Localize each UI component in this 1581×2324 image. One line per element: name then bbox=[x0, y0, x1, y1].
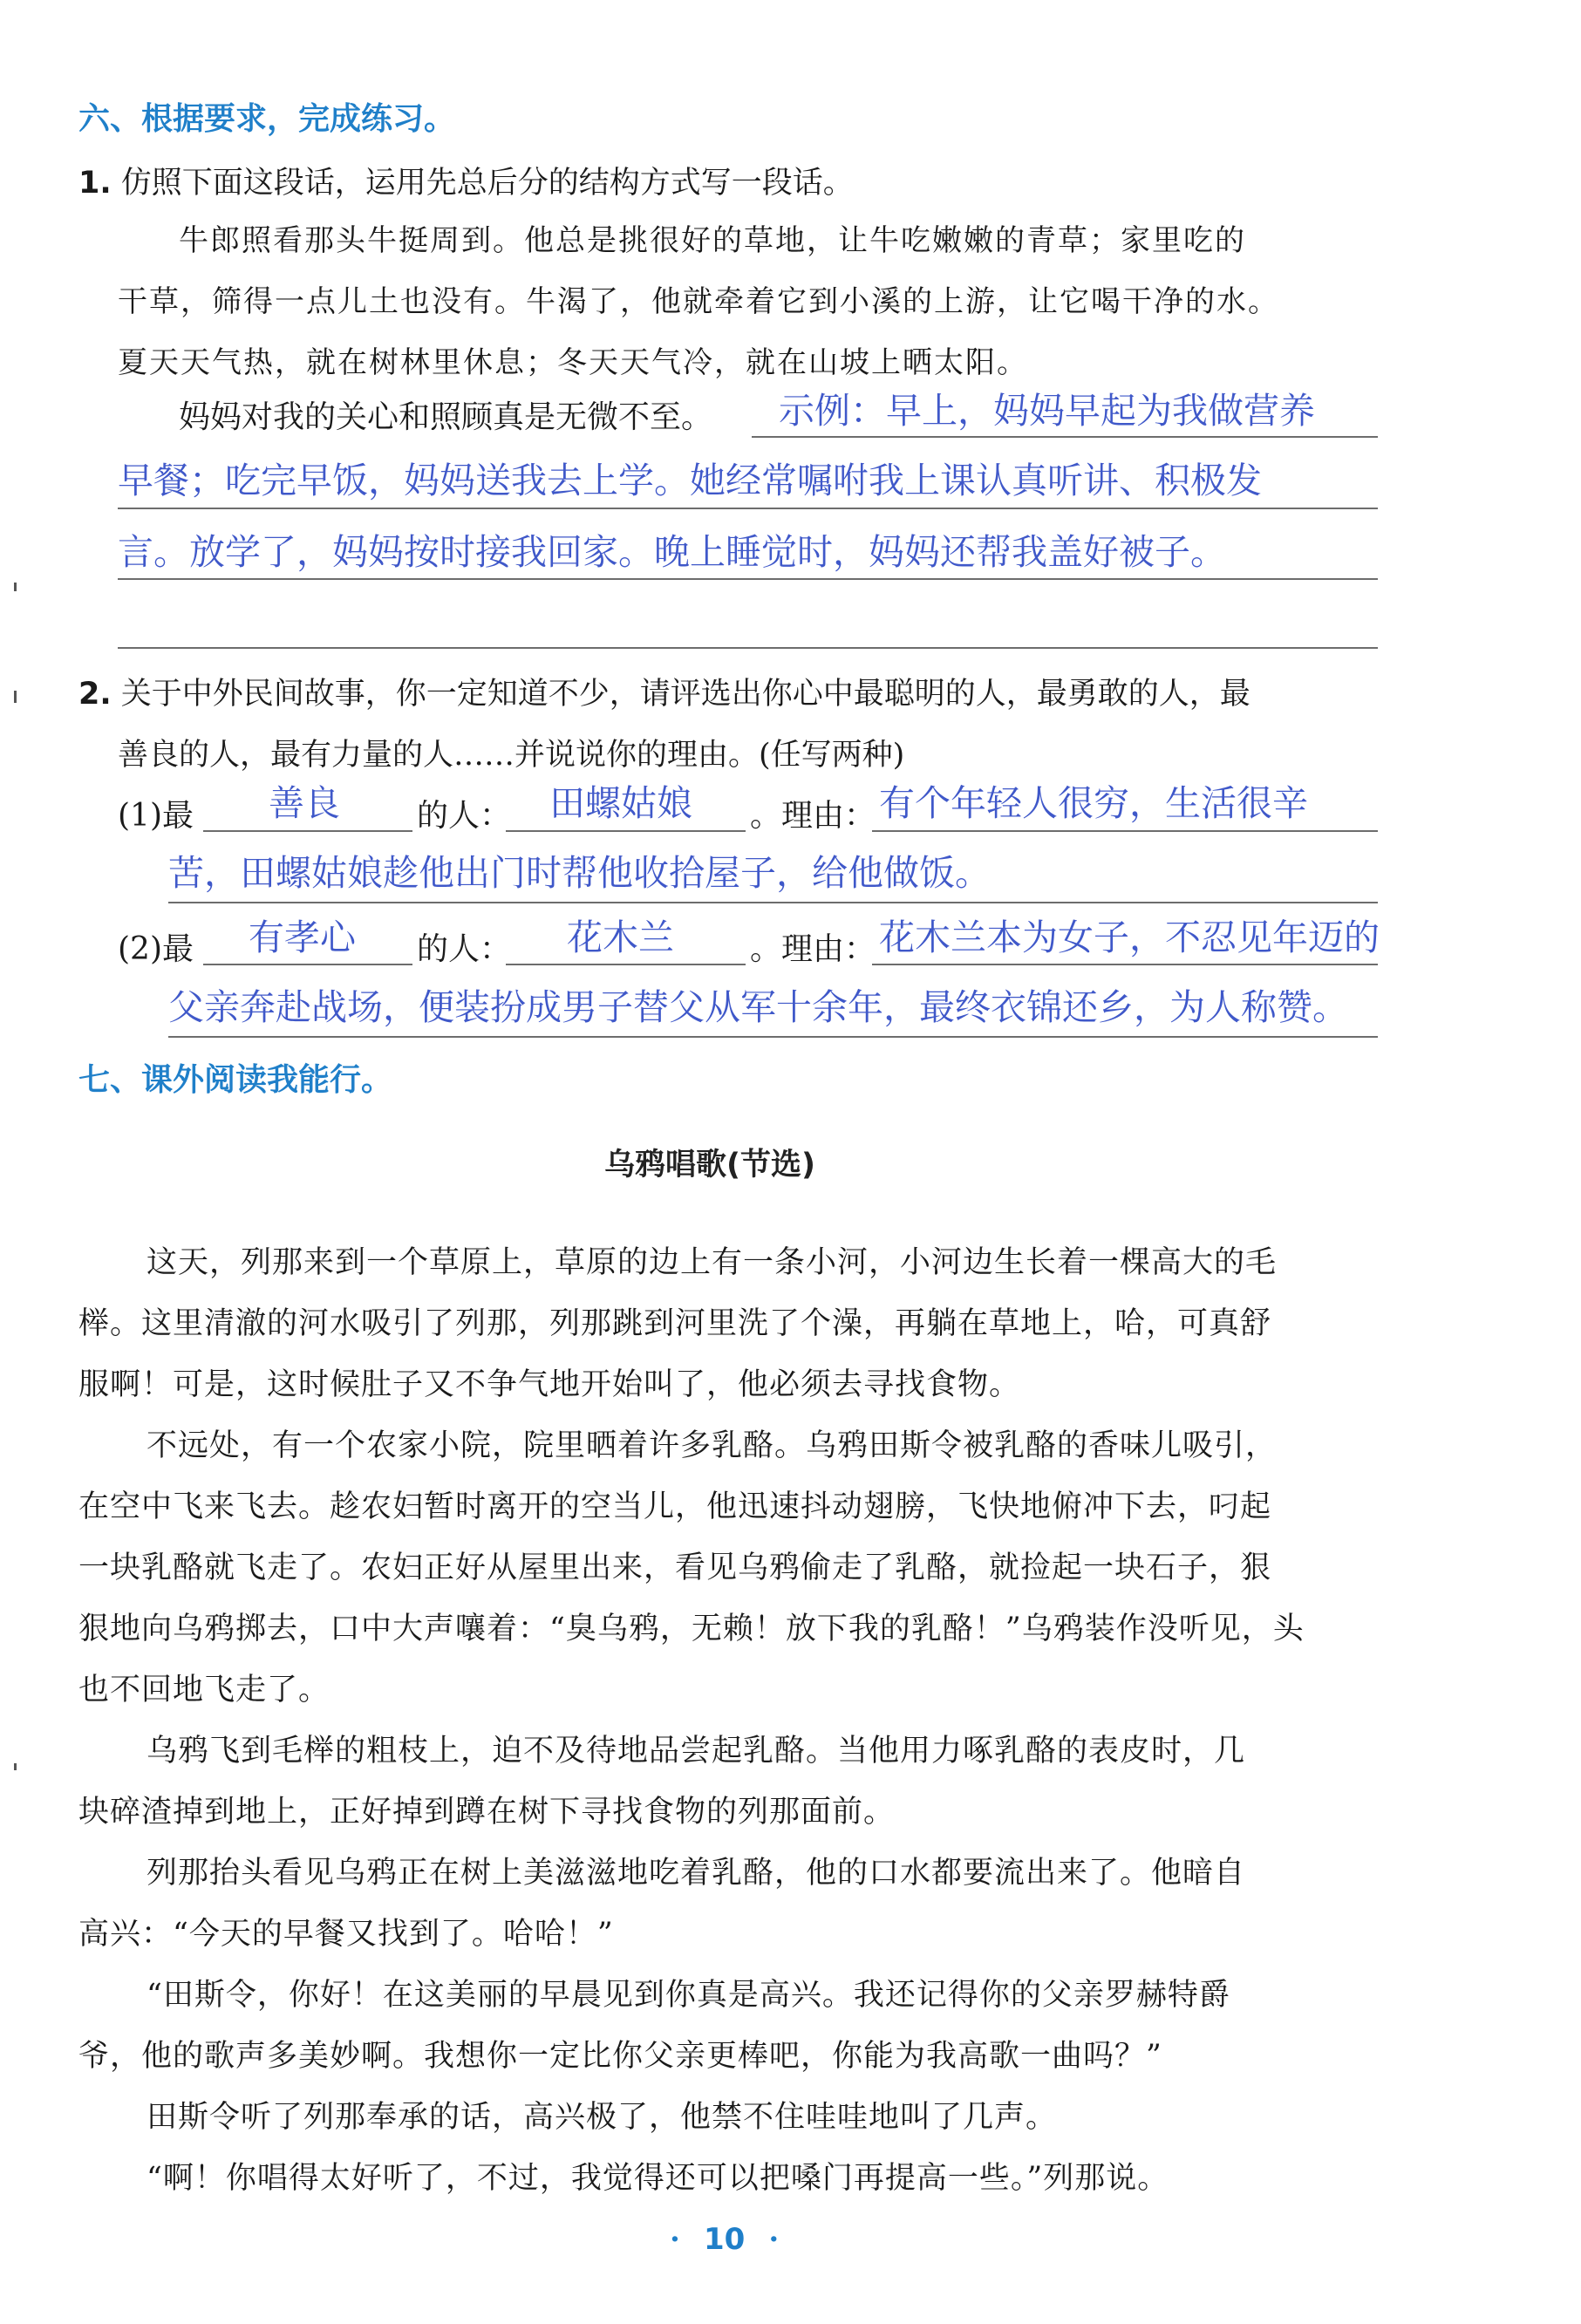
story-line: 在空中飞来飞去。趁农妇暂时离开的空当儿，他迅速抖动翅膀，飞快地俯冲下去，叼起 bbox=[78, 1489, 1272, 1524]
story-line: 块碎渣掉到地上，正好掉到蹲在树下寻找食物的列那面前。 bbox=[78, 1795, 896, 1830]
blank-line bbox=[872, 830, 1378, 832]
item-1-reason: 有个年轻人很穷，生活很辛 bbox=[879, 782, 1308, 824]
blank-line bbox=[203, 830, 412, 832]
answer-lead-sentence: 妈妈对我的关心和照顾真是无微不至。 bbox=[179, 399, 713, 435]
story-line: 服啊！可是，这时候肚子又不争气地开始叫了，他必须去寻找食物。 bbox=[78, 1367, 1021, 1402]
section-7-title: 七、课外阅读我能行。 bbox=[78, 1062, 393, 1098]
item-1-reason-cont: 苦，田螺姑娘趁他出门时帮他收拾屋子，给他做饭。 bbox=[168, 852, 991, 894]
story-line: 狠地向乌鸦掷去，口中大声嚷着：“臭乌鸦，无赖！放下我的乳酪！”乌鸦装作没听见，头 bbox=[78, 1612, 1305, 1646]
story-line: 乌鸦飞到毛榉的粗枝上，迫不及待地品尝起乳酪。当他用力啄乳酪的表皮时，几 bbox=[147, 1734, 1246, 1769]
answer-line bbox=[118, 508, 1378, 509]
question-1-prompt: 仿照下面这段话，运用先总后分的结构方式写一段话。 bbox=[120, 166, 854, 201]
model-paragraph-line: 牛郎照看那头牛挺周到。他总是挑很好的草地，让牛吃嫩嫩的青草；家里吃的 bbox=[179, 223, 1246, 258]
question-1-number: 1. bbox=[78, 166, 112, 201]
story-line: 列那抬头看见乌鸦正在树上美滋滋地吃着乳酪，他的口水都要流出来了。他暗自 bbox=[147, 1856, 1246, 1891]
item-1-mid: 的人： bbox=[417, 798, 512, 834]
scan-mark bbox=[14, 691, 17, 703]
story-line: 田斯令听了列那奉承的话，高兴极了，他禁不住哇哇地叫了几声。 bbox=[147, 2100, 1058, 2135]
page-dot-left: · bbox=[670, 2222, 680, 2257]
blank-line bbox=[203, 964, 412, 965]
section-6-title: 六、根据要求，完成练习。 bbox=[78, 101, 456, 137]
question-2-number: 2. bbox=[78, 677, 112, 712]
handwritten-answer: 早餐；吃完早饭，妈妈送我去上学。她经常嘱咐我上课认真听讲、积极发 bbox=[118, 460, 1262, 501]
page-number bbox=[670, 2222, 779, 2257]
item-2-reason-label: 。理由： bbox=[750, 931, 876, 967]
scan-mark bbox=[14, 1763, 17, 1770]
item-2-quality: 有孝心 bbox=[249, 917, 356, 958]
item-2-mid: 的人： bbox=[417, 931, 512, 967]
item-1-person: 田螺姑娘 bbox=[549, 782, 692, 824]
story-line: 榉。这里清澈的河水吸引了列那，列那跳到河里洗了个澡，再躺在草地上，哈，可真舒 bbox=[78, 1306, 1272, 1341]
item-2-reason-cont: 父亲奔赴战场，便装扮成男子替父从军十余年，最终衣锦还乡，为人称赞。 bbox=[168, 986, 1348, 1028]
story-title: 乌鸦唱歌(节选) bbox=[604, 1148, 815, 1182]
answer-line bbox=[752, 436, 1378, 438]
story-line: “田斯令，你好！在这美丽的早晨见到你真是高兴。我还记得你的父亲罗赫特爵 bbox=[147, 1978, 1230, 2013]
question-1 bbox=[78, 159, 854, 202]
scan-mark bbox=[14, 583, 17, 591]
story-line: 也不回地飞走了。 bbox=[78, 1673, 331, 1707]
blank-line bbox=[168, 902, 1378, 903]
blank-line bbox=[168, 1036, 1378, 1038]
blank-line bbox=[506, 964, 746, 965]
model-paragraph-line: 干草，筛得一点儿土也没有。牛渴了，他就牵着它到小溪的上游，让它喝干净的水。 bbox=[118, 284, 1279, 319]
item-1-quality: 善良 bbox=[269, 782, 340, 824]
story-line: 这天，列那来到一个草原上，草原的边上有一条小河，小河边生长着一棵高大的毛 bbox=[147, 1245, 1278, 1280]
handwritten-answer: 示例：早上，妈妈早起为我做营养 bbox=[779, 390, 1315, 432]
item-2-label: (2)最 bbox=[118, 931, 194, 967]
question-2 bbox=[78, 670, 1250, 713]
blank-line bbox=[506, 830, 746, 832]
item-1-label: (1)最 bbox=[118, 798, 194, 834]
question-2-prompt-cont: 善良的人，最有力量的人……并说说你的理由。(任写两种) bbox=[118, 738, 905, 773]
item-1-reason-label: 。理由： bbox=[750, 798, 876, 834]
page-dot-right: · bbox=[768, 2222, 780, 2257]
story-line: “啊！你唱得太好听了，不过，我觉得还可以把嗓门再提高一些。”列那说。 bbox=[147, 2161, 1169, 2196]
model-paragraph-line: 夏天天气热，就在树林里休息；冬天天气冷，就在山坡上晒太阳。 bbox=[118, 345, 1028, 380]
answer-line bbox=[118, 578, 1378, 580]
item-2-reason: 花木兰本为女子，不忍见年迈的 bbox=[879, 917, 1380, 958]
question-2-prompt: 关于中外民间故事，你一定知道不少，请评选出你心中最聪明的人，最勇敢的人，最 bbox=[120, 677, 1250, 712]
blank-line bbox=[872, 964, 1378, 965]
handwritten-answer: 言。放学了，妈妈按时接我回家。晚上睡觉时，妈妈还帮我盖好被子。 bbox=[118, 531, 1226, 573]
story-line: 高兴：“今天的早餐又找到了。哈哈！” bbox=[78, 1917, 614, 1952]
story-line: 不远处，有一个农家小院，院里晒着许多乳酪。乌鸦田斯令被乳酪的香味儿吸引， bbox=[147, 1428, 1278, 1463]
story-line: 一块乳酪就飞走了。农妇正好从屋里出来，看见乌鸦偷走了乳酪，就捡起一块石子，狠 bbox=[78, 1550, 1272, 1585]
story-line: 爷，他的歌声多美妙啊。我想你一定比你父亲更棒吧，你能为我高歌一曲吗？” bbox=[78, 2039, 1162, 2074]
page-number-value: 10 bbox=[703, 2222, 746, 2257]
item-2-person: 花木兰 bbox=[567, 917, 674, 958]
answer-line bbox=[118, 647, 1378, 649]
